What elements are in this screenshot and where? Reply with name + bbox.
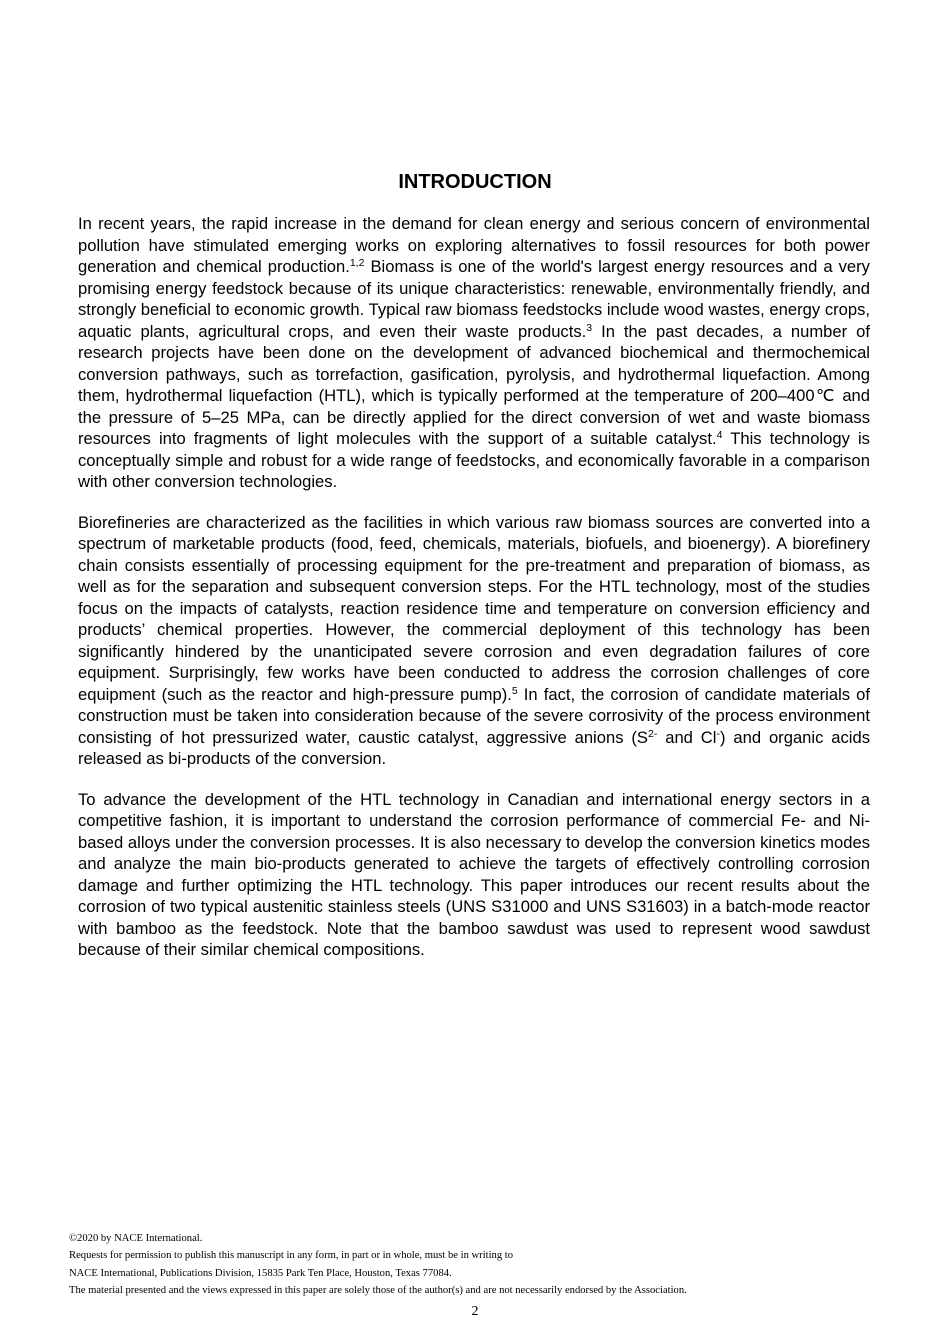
page-footer: [69, 1230, 889, 1299]
citation-superscript: 5: [511, 684, 518, 697]
paragraph-text: Biomass is one of the world's largest energy resources and a very promising energy feedstock because of its unique characteristics: renewable, environmentally friendly, and strongly beneficial to economic growth. Typical raw biomass feedstocks include wood wastes, energy crops, aquatic plants, agricultural crops, and even their waste products.: [78, 257, 870, 341]
paragraph: [78, 789, 870, 961]
permission-notice-line: NACE International, Publications Division, 15835 Park Ten Place, Houston, Texas 77084.: [69, 1267, 452, 1279]
disclaimer-notice: The material presented and the views expressed in this paper are solely those of the author(s) and are not necessarily endorsed by the Association.: [69, 1284, 687, 1296]
body-text: [78, 213, 870, 980]
paragraph: [78, 213, 870, 493]
paragraph-text: and Cl: [657, 727, 717, 747]
paragraph-text: ) and organic acids released as bi-products of the conversion.: [78, 727, 871, 768]
citation-superscript: 4: [716, 429, 723, 441]
paragraph: [78, 512, 870, 770]
citation-superscript: 3: [586, 321, 593, 334]
paragraph-text: In fact, the corrosion of candidate materials of construction must be taken into consideration because of the severe corrosivity of the process environment consisting of hot pressurized water, caustic catalyst, aggressive anions (S: [78, 684, 870, 747]
paragraph-text: Biorefineries are characterized as the facilities in which various raw biomass sources are converted into a spectrum of marketable products (food, feed, chemicals, materials, biofuels, and bioenergy). A biorefinery chain consists essentially of processing equipment for the pre-treatment and preparation of biomass, as well as for the separation and subsequent conversion steps. For the HTL technology, most of the studies focus on the impacts of catalysts, reaction residence time and temperature on conversion efficiency and products’ chemical properties. However, the commercial deployment of this technology has been significantly hindered by the unanticipated severe corrosion and even degradation failures of core equipment. Surprisingly, few works have been conducted to address the corrosion challenges of core equipment (such as the reactor and high-pressure pump).: [78, 512, 870, 704]
citation-superscript: -: [716, 727, 720, 740]
citation-superscript: 1,2: [349, 257, 365, 269]
paragraph-text: This technology is conceptually simple and robust for a wide range of feedstocks, and economically favorable in a comparison with other conversion technologies.: [78, 429, 870, 491]
paragraph-text: In recent years, the rapid increase in the demand for clean energy and serious concern of environmental pollution have stimulated emerging works on exploring alternatives to fossil resources for both power generation and chemical production.: [78, 214, 870, 276]
section-heading: INTRODUCTION: [398, 171, 552, 193]
citation-superscript: 2-: [647, 727, 658, 740]
permission-notice-line: Requests for permission to publish this manuscript in any form, in part or in whole, must be in writing to: [69, 1250, 514, 1262]
copyright-notice: ©2020 by NACE International.: [69, 1233, 203, 1244]
paragraph-text: In the past decades, a number of research projects have been done on the development of advanced biochemical and thermochemical conversion pathways, such as torrefaction, gasification, pyrolysis, and hydrothermal liquefaction. Among them, hydrothermal liquefaction (HTL), which is typically performed at the temperature of 200–400℃ and the pressure of 5–25 MPa, can be directly applied for the direct conversion of wet and waste biomass resources into fragments of light molecules with the support of a suitable catalyst.: [78, 321, 870, 448]
page-number: 2: [471, 1304, 479, 1319]
paragraph-text: To advance the development of the HTL technology in Canadian and international energy sectors in a competitive fashion, it is important to understand the corrosion performance of commercial Fe- and Ni-based alloys under the conversion processes. It is also necessary to develop the conversion kinetics modes and analyze the main bio-products generated to achieve the targets of effectively controlling corrosion damage and further optimizing the HTL technology. This paper introduces our recent results about the corrosion of two typical austenitic stainless steels (UNS S31000 and UNS S31603) in a batch-mode reactor with bamboo as the feedstock. Note that the bamboo sawdust was used to represent wood sawdust because of their similar chemical compositions.: [78, 789, 870, 959]
